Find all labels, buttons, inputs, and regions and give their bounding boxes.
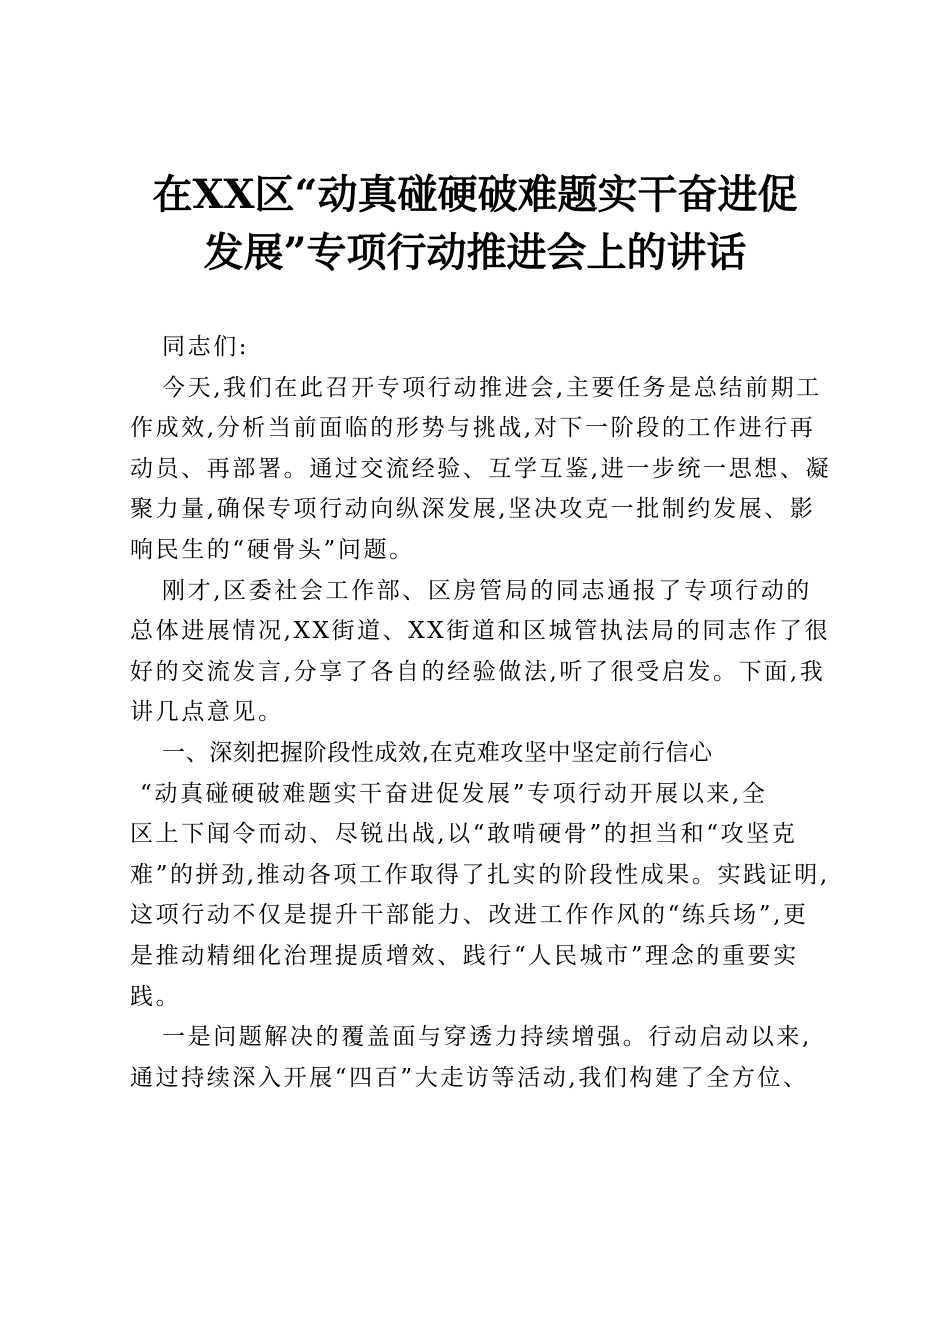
paragraph-line: 通过持续深入开展“四百”大走访等活动,我们构建了全方位、 xyxy=(130,1064,809,1091)
document-body xyxy=(130,327,850,1098)
document-title xyxy=(0,166,950,282)
paragraph-line: 践。 xyxy=(130,983,182,1010)
paragraph-line: 难”的拼劲,推动各项工作取得了扎实的阶段性成果。实践证明, xyxy=(130,861,830,888)
paragraph-line: 动员、再部署。通过交流经验、互学互鉴,进一步统一思想、凝 xyxy=(130,455,832,482)
paragraph-line: 是推动精细化治理提质增效、践行“人民城市”理念的重要实 xyxy=(130,942,799,969)
paragraph-line: 刚才,区委社会工作部、区房管局的同志通报了专项行动的 xyxy=(162,577,812,604)
paragraph-line: 聚力量,确保专项行动向纵深发展,坚决攻克一批制约发展、影 xyxy=(130,496,816,523)
paragraph-line: 区上下闻令而动、尽锐出战,以“敢啃硬骨”的担当和“攻坚克 xyxy=(130,821,798,848)
paragraph-line: 响民生的“硬骨头”问题。 xyxy=(130,536,415,563)
paragraph-line: 总体进展情况,XX街道、XX街道和区城管执法局的同志作了很 xyxy=(130,618,831,645)
paragraph-line: “动真碰硬破难题实干奋进促发展”专项行动开展以来,全 xyxy=(140,780,768,807)
paragraph-line: 今天,我们在此召开专项行动推进会,主要任务是总结前期工 xyxy=(162,374,822,401)
paragraph-line: 好的交流发言,分享了各自的经验做法,听了很受启发。下面,我 xyxy=(130,658,826,685)
salutation: 同志们: xyxy=(162,334,250,360)
paragraph-line: 一是问题解决的覆盖面与穿透力持续增强。行动启动以来, xyxy=(162,1024,812,1051)
paragraph-line: 作成效,分析当前面临的形势与挑战,对下一阶段的工作进行再 xyxy=(130,415,816,442)
title-line: 发展”专项行动推进会上的讲话 xyxy=(203,229,747,276)
paragraph-line: 讲几点意见。 xyxy=(130,699,284,726)
section-heading: 一、深刻把握阶段性成效,在克难攻坚中坚定前行信心 xyxy=(162,739,713,766)
paragraph-line: 这项行动不仅是提升干部能力、改进工作作风的“练兵场”,更 xyxy=(130,902,809,929)
title-line: 在XX区“动真碰硬破难题实干奋进促 xyxy=(152,171,798,218)
